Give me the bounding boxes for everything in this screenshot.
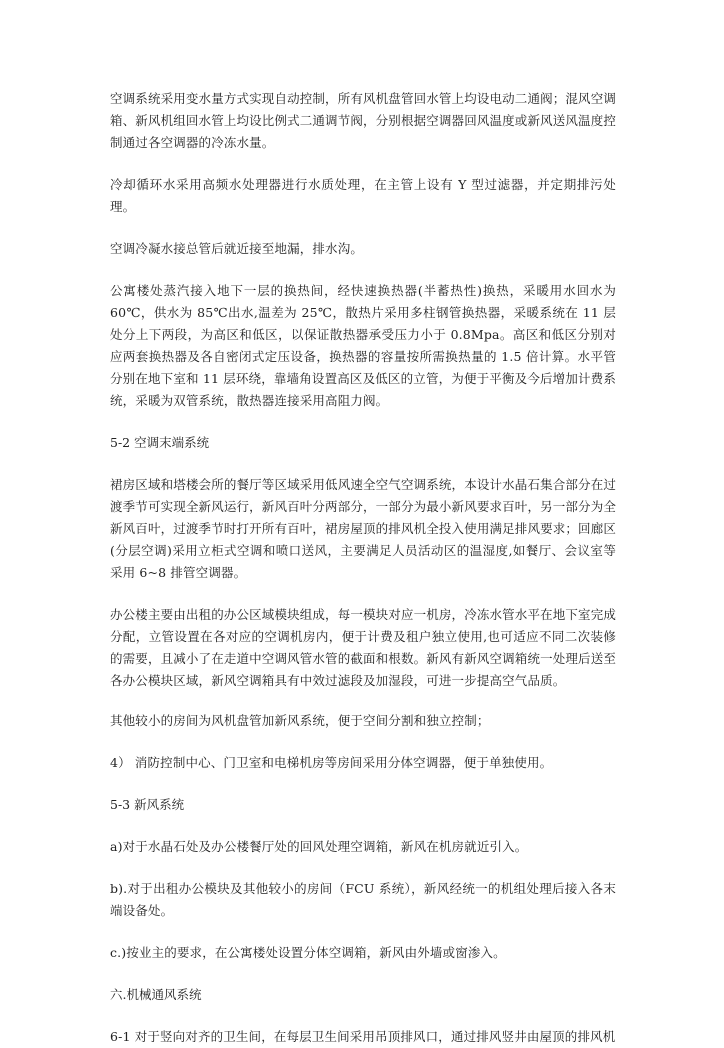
heading-5-2: 5-2 空调末端系统 [110, 435, 210, 450]
paragraph-fresh-air-c: c.)按业主的要求，在公寓楼处设置分体空调箱，新风由外墙或窗渗入。 [110, 945, 506, 960]
paragraph-condensate: 空调冷凝水接总管后就近接至地漏，排水沟。 [110, 241, 364, 256]
paragraph-split-ac: 4） 消防控制中心、门卫室和电梯机房等房间采用分体空调器，便于单独使用。 [110, 755, 553, 770]
heading-6: 六.机械通风系统 [110, 987, 202, 1002]
paragraph-fresh-air-b: b).对于出租办公模块及其他较小的房间（FCU 系统），新风经统一的机组处理后接入各末端设备处。 [110, 881, 616, 918]
paragraph-fcu: 其他较小的房间为风机盘管加新风系统，便于空间分割和独立控制； [110, 713, 490, 728]
paragraph-fresh-air-a: a)对于水晶石处及办公楼餐厅处的回风处理空调箱，新风在机房就近引入。 [110, 839, 528, 854]
paragraph-all-air-system: 裙房区域和塔楼会所的餐厅等区域采用低风速全空气空调系统，本设计水晶石集合部分在过渡季节可实现全新风运行，新风百叶分两部分，一部分为最小新风要求百叶，另一部分为全新风百叶，过渡季节时打开所有百叶，裙房屋顶的排风机全投入使用满足排风要求；回廊区(分层空调)采用立柜式空调和喷口送风，主要满足人员活动区的温湿度,如餐厅、会议室等采用 6~8 排管空调器。 [110, 477, 617, 580]
paragraph-control: 空调系统采用变水量方式实现自动控制，所有风机盘管回水管上均设电动二通阀；混风空调箱、新风机组回水管上均设比例式二通调节阀，分别根据空调器回风温度或新风送风温度控制通过各空调器的冷冻水量。 [110, 91, 617, 150]
paragraph-office-modules: 办公楼主要由出租的办公区域模块组成，每一模块对应一机房，冷冻水管水平在地下室完成分配，立管设置在各对应的空调机房内，便于计费及租户独立使用,也可适应不同二次装修的需要，且减小了在走道中空调风管水管的截面和根数。新风有新风空调箱统一处理后送至各办公模块区域，新风空调箱具有中效过滤段及加湿段，可进一步提高空气品质。 [110, 607, 617, 688]
paragraph-water-treatment: 冷却循环水采用高频水处理器进行水质处理，在主管上设有 Y 型过滤器，并定期排污处理。 [110, 177, 616, 214]
paragraph-6-1: 6-1 对于竖向对齐的卫生间，在每层卫生间采用吊顶排风口，通过排风竖井由屋顶的排风机 [110, 1029, 616, 1044]
heading-5-3: 5-3 新风系统 [110, 797, 185, 812]
paragraph-heating: 公寓楼处蒸汽接入地下一层的换热间，经快速换热器(半蓄热性)换热，采暖用水回水为 60℃，供水为 85℃出水,温差为 25℃，散热片采用多柱钢管换热器，采暖系统在 11 层处分上下两段，为高区和低区，以保证散热器承受压力小于 0.8Mpa。高区和低区分别对应两套换热器及各自密闭式定压设备，换热器的容量按所需换热量的 1.5 倍计算。水平管分别在地下室和 11 层环绕，靠墙角设置高区及低区的立管，为便于平衡及今后增加计费系统，采暖为双管系统，散热器连接采用高阻力阀。 [110, 283, 616, 408]
